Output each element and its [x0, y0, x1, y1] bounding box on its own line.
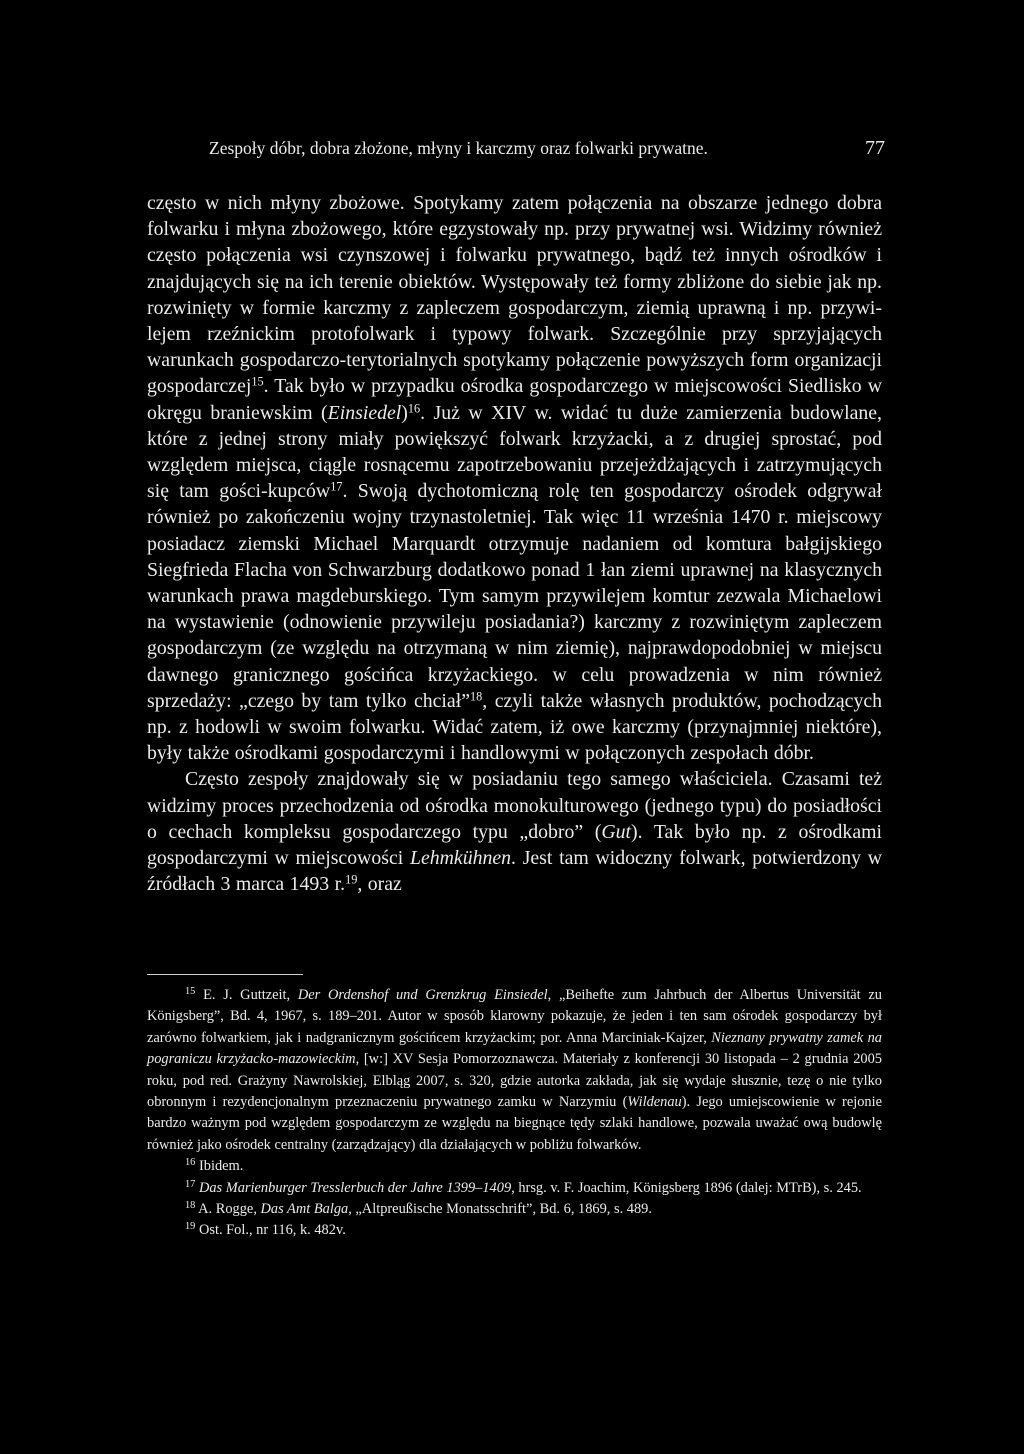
running-title: Zespoły dóbr, dobra złożone, młyny i karczmy oraz folwarki prywatne. [209, 138, 708, 158]
running-header [209, 134, 885, 162]
footnote-17 [147, 1178, 882, 1199]
text-run: A. Rogge, [195, 1201, 261, 1218]
footnote-number: 15 [185, 985, 196, 997]
footnote-separator [147, 974, 303, 975]
footnote-19 [147, 1220, 882, 1241]
text-run: ) [401, 401, 408, 424]
text-run: , „Altpreußische Monatsschrift”, Bd. 6, 1869, s. 489. [348, 1201, 652, 1218]
text-run: Często zespoły znajdowały się w posiadaniu tego samego właściciela. Czasami też widzimy proces przechodzenia od ośrodka monokulturowego (jednego typu) do posiadłości o cechach kompleksu gospodarczego typu „dobro” ( [147, 768, 882, 843]
footnote-18 [147, 1199, 882, 1220]
italic-text: Einsiedel [327, 401, 402, 424]
footnote-ref-16[interactable]: 16 [407, 400, 421, 415]
footnote-ref-17[interactable]: 17 [330, 479, 343, 494]
text-run: . Już w XIV w. widać tu duże zamierzenia budowlane, które z jednej strony miały powiększyć folwark krzyżacki, a z drugiej sprostać, pod względem miejsca, ciągle rosnącemu zapotrzebowaniu przejeżdżających i zatrzymujących się tam gości-kupców [147, 401, 882, 503]
footnote-16 [147, 1156, 882, 1177]
text-run: E. J. Guttzeit, [195, 987, 298, 1003]
footnote-ref-15[interactable]: 15 [251, 374, 264, 389]
italic-text: Wildenau [627, 1094, 682, 1111]
paragraph [147, 190, 882, 766]
footnote-number: 19 [185, 1221, 196, 1233]
main-text [147, 190, 882, 897]
footnote-number: 17 [185, 1178, 196, 1190]
italic-text: Das Marienburger Tresslerbuch der Jahre 1399–1409, [198, 1179, 515, 1196]
page-number: 77 [865, 137, 885, 159]
footnote-15 [147, 985, 882, 1156]
footnote-ref-19[interactable]: 19 [345, 872, 358, 887]
text-run: . Swoją dychotomiczną rolę ten gospodarczy ośrodek odgrywał również po zakończeniu wojny trzynastoletniej. Tak więc 11 września 1470 r. miejscowy posiadacz ziemski Michael Marquardt otrzymuje nadaniem od komtura bałgijskiego Siegfrieda Flacha von Schwarzburg dodatkowo ponad 1 łan ziemi uprawnej na klasycznych warunkach prawa magdeburskiego. Tym samym przywilejem komtur zezwala Michaelowi na wystawienie (odnowienie przywileju posiadania?) karczmy z rozwiniętym zapleczem gospodarczym (ze względu na otrzymaną w nim ziemię), najprawdopodobniej w miejscu dawnego granicznego gościńca krzyżackiego. w celu prowadzenia w nim również sprzedaży: „czego by tam tylko chciał” [147, 480, 882, 712]
text-run: , oraz [357, 873, 402, 896]
text-run: ). Jego umiejscowienie w rejonie bardzo ważnym pod względem gospodarczym ze względu na biegnące tędy szlaki handlowe, pozwala uważać ową budowlę również jako ośrodek centralny (zarządzający) dla działających w pobliżu folwarków. [147, 1094, 882, 1153]
text-run: Ost. Fol., nr 116, k. 482v. [195, 1222, 346, 1239]
text-run: Ibidem. [195, 1158, 244, 1175]
text-run: , czyli także własnych produktów, pochodzących np. z hodowli w swoim folwarku. Widać zatem, iż owe karczmy (przynajmniej niektóre), były także ośrodkami gospodarczymi i handlowymi w połączonych zespołach dóbr. [147, 689, 883, 765]
italic-text: Gut [601, 820, 632, 843]
text-run: . Tak było w przypadku ośrodka gospodarczego w miejscowości Siedlisko w okręgu braniewskim ( [147, 375, 882, 424]
footnote-number: 16 [185, 1157, 196, 1169]
text-run: , „Beihefte zum Jahrbuch der Albertus Universität zu Königsberg”, Bd. 4, 1967, s. 189–201. Autor w sposób klarowny pokazuje, że jeden i ten sam ośrodek gospodarczy był zarówno folwarkiem, jak i nadgranicznym gościńcem krzyżackim; por. Anna Marciniak-Kajzer, [147, 987, 882, 1046]
footnote-number: 18 [185, 1199, 196, 1211]
text-run: . Jest tam widoczny folwark, potwierdzony w źródłach 3 marca 1493 r. [147, 847, 883, 896]
italic-text: Lehmkühnen [409, 847, 512, 870]
footnote-ref-18[interactable]: 18 [470, 689, 483, 704]
text-run: ). Tak było np. z ośrodkami gospodarczymi w miejscowości [147, 820, 882, 870]
italic-text: Das Amt Balga [260, 1201, 349, 1218]
italic-text: Nieznany prywatny zamek na pograniczu krzyżacko-mazowieckim [147, 1029, 882, 1068]
text-run: , [w:] XV Sesja Pomorzoznawcza. Materiały z konferencji 30 listopada – 2 grudnia 2005 roku, pod red. Grażyny Nawrolskiej, Elbląg 2007, s. 320, gdzie autorka zakłada, jak się wydaje słusznie, tezę o nie tylko obronnym i rezydencjonalnym przeznaczeniu prywatnego zamku w Narzymiu ( [147, 1051, 883, 1111]
footnotes [147, 985, 882, 1242]
paragraph [147, 766, 882, 897]
text-run: hrsg. v. F. Joachim, Königsberg 1896 (dalej: MTrB), s. 245. [514, 1179, 862, 1196]
text-run: często w nich młyny zbożowe. Spotykamy zatem połączenia na obszarze jednego dobra folwarku i młyna zbożowego, które egzystowały np. przy prywatnej wsi. Widzimy również często połączenia wsi czynszowej i folwarku prywatnego, bądź też innych ośrodków i znajdujących się na ich terenie obiektów. Występowały też formy zbliżone do siebie jak np. rozwinięty w formie karczmy z zapleczem gospodarczym, ziemią uprawną i np. przywilejem rzeźnickim protofolwark i typowy folwark. Szczególnie przy sprzyjających warunkach gospodarczo-terytorialnych spotykamy połączenie powyższych form organizacji gospodarczej [147, 192, 882, 398]
italic-text: Der Ordenshof und Grenzkrug Einsiedel [297, 987, 548, 1003]
